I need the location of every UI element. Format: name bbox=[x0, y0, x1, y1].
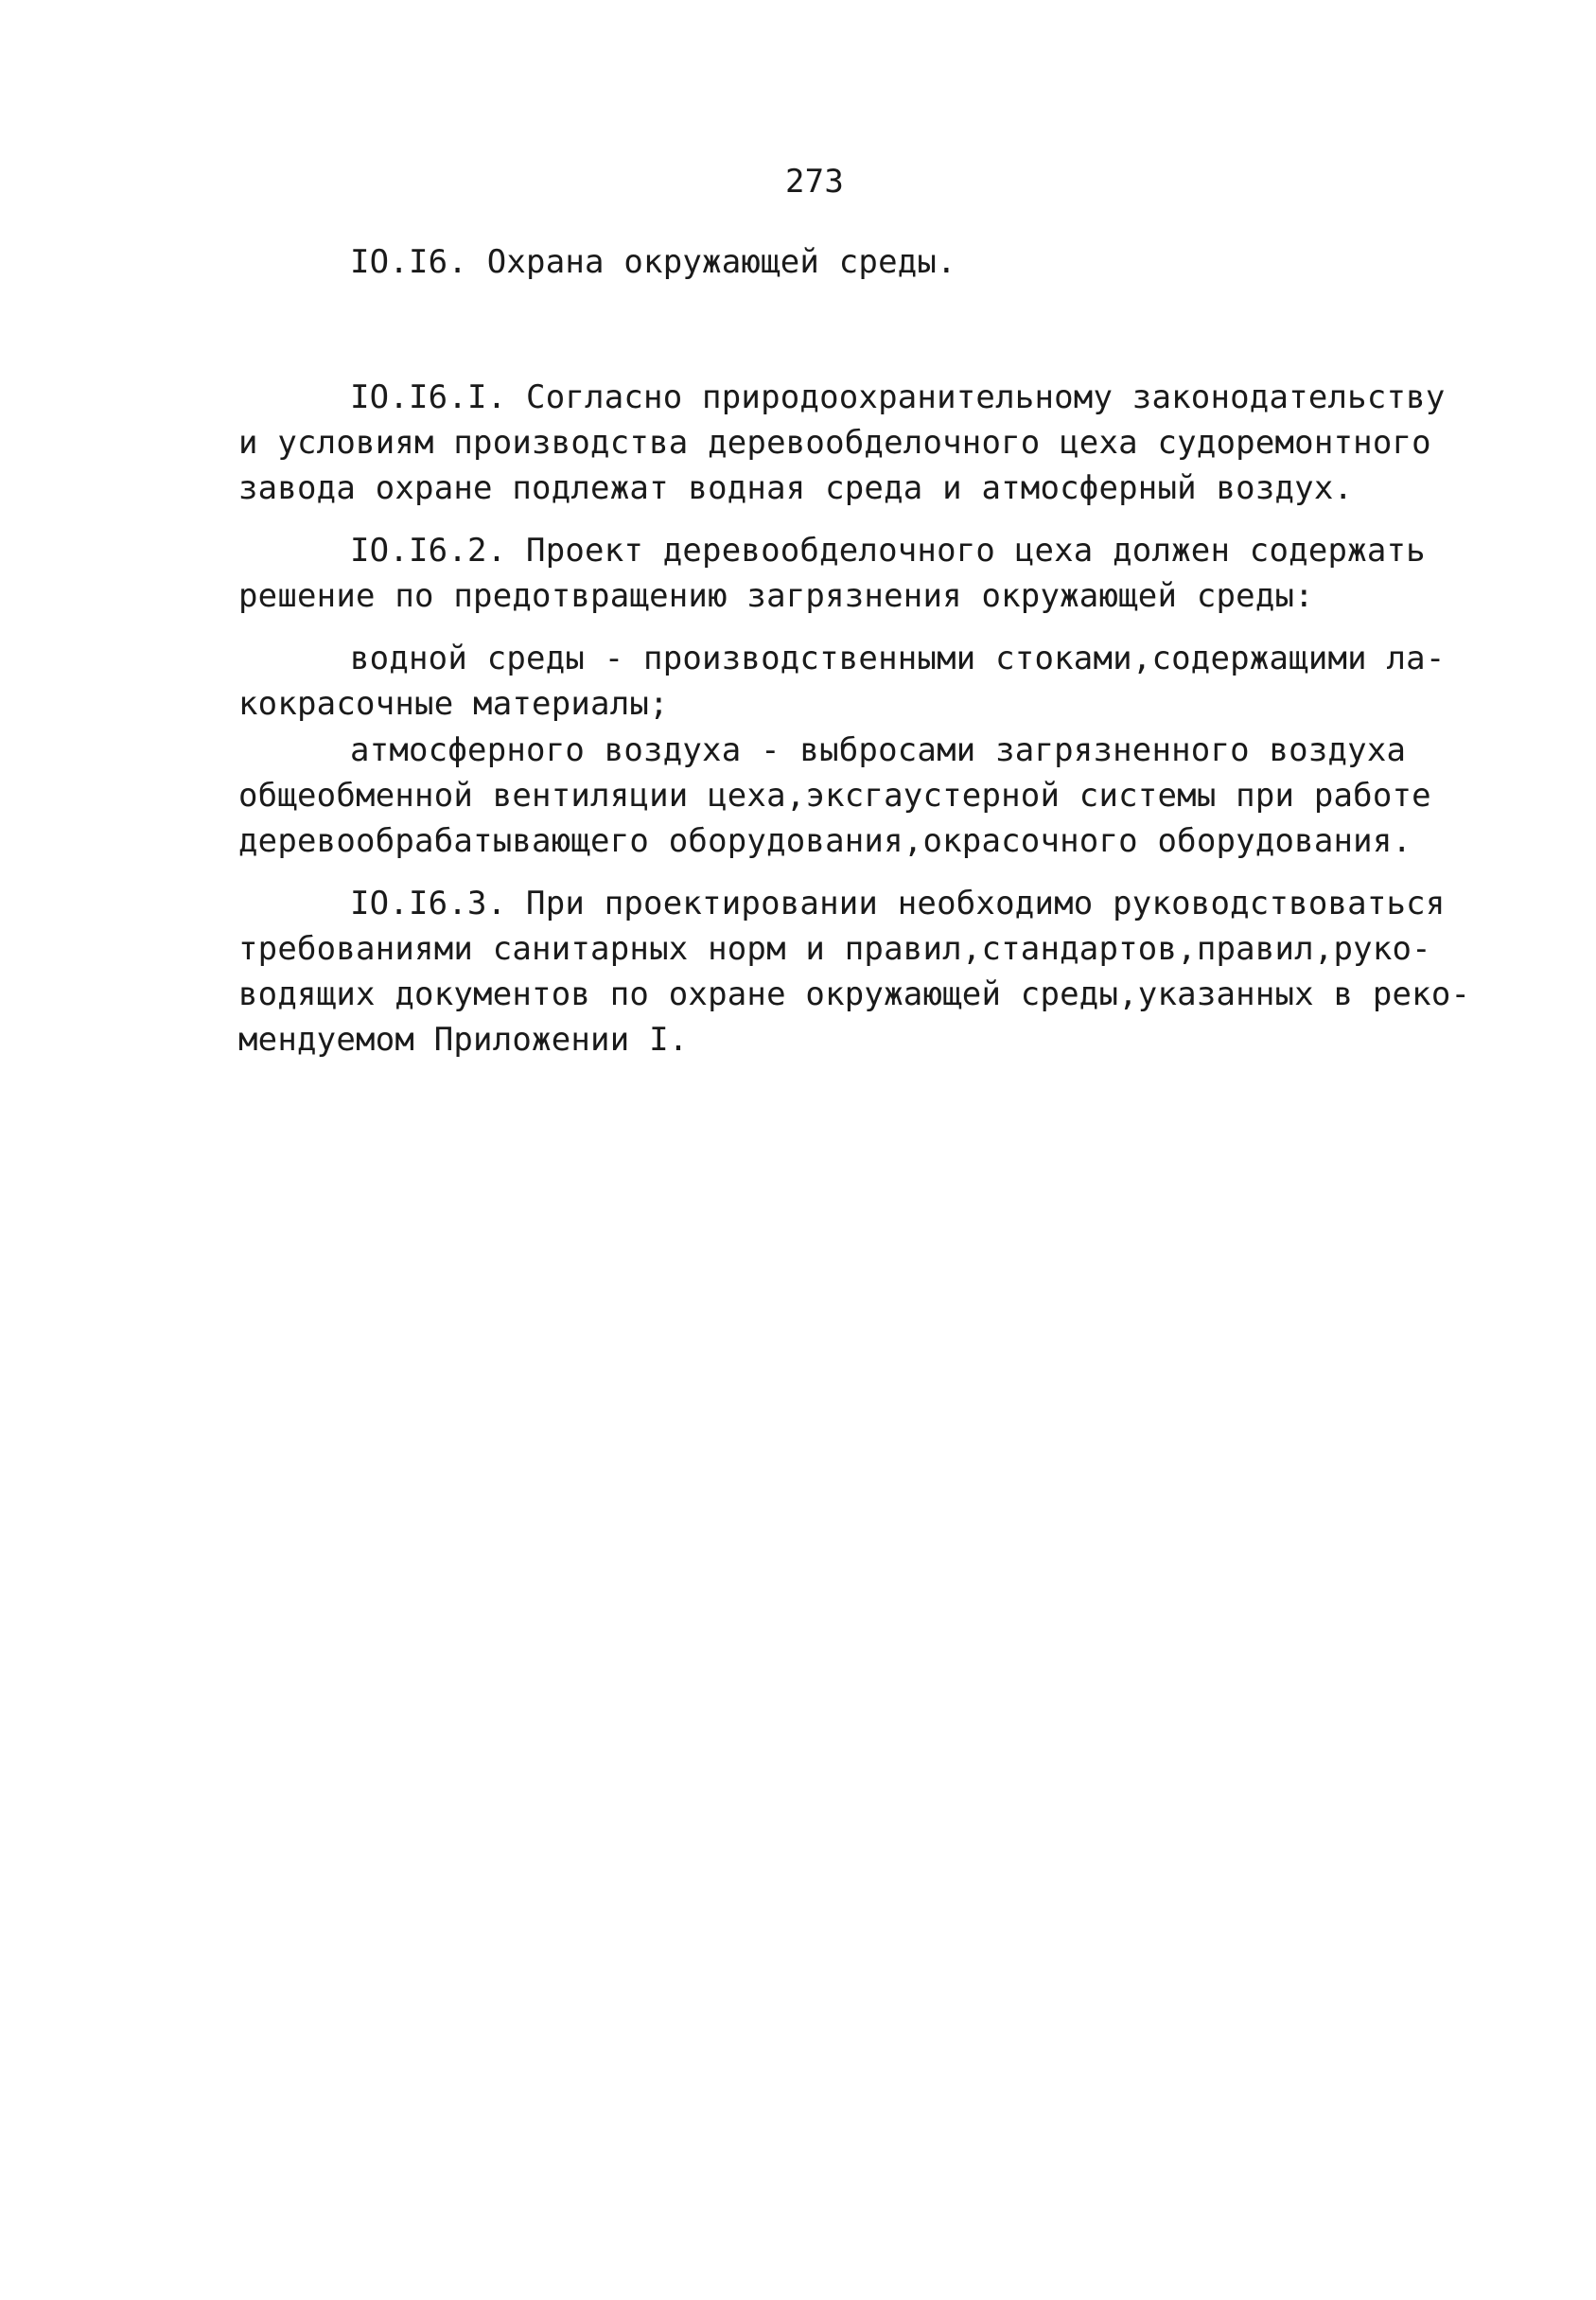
paragraph-1-line-3: завода охране подлежат водная среда и атмосферный воздух. bbox=[238, 469, 1354, 507]
list-item-water-line-1: водной среды - производственными стоками,содержащими ла- bbox=[350, 640, 1446, 677]
page-number: 273 bbox=[785, 163, 845, 201]
paragraph-3-line-3: водящих документов по охране окружающей среды,указанных в реко- bbox=[238, 975, 1471, 1013]
paragraph-2-line-2: решение по предотвращению загрязнения окружающей среды: bbox=[238, 577, 1314, 615]
list-item-air-line-1: атмосферного воздуха - выбросами загрязненного воздуха bbox=[350, 731, 1407, 769]
list-item-air-line-2: общеобменной вентиляции цеха,эксгаустерной системы при работе bbox=[238, 777, 1431, 815]
paragraph-2-line-1: IO.I6.2. Проект деревообделочного цеха должен содержать bbox=[350, 532, 1426, 570]
section-heading: IO.I6. Охрана окружающей среды. bbox=[350, 243, 956, 281]
paragraph-1-line-2: и условиям производства деревообделочного цеха судоремонтного bbox=[238, 424, 1431, 462]
list-item-air-line-3: деревообрабатывающего оборудования,окрасочного оборудования. bbox=[238, 822, 1412, 860]
paragraph-3-line-2: требованиями санитарных норм и правил,стандартов,правил,руко- bbox=[238, 930, 1431, 968]
paragraph-3-line-1: IO.I6.3. При проектировании необходимо руководствоваться bbox=[350, 885, 1446, 922]
list-item-water-line-2: кокрасочные материалы; bbox=[238, 685, 669, 723]
paragraph-1-line-1: IO.I6.I. Согласно природоохранительному законодательству bbox=[350, 378, 1446, 416]
paragraph-3-line-4: мендуемом Приложении I. bbox=[238, 1021, 689, 1059]
